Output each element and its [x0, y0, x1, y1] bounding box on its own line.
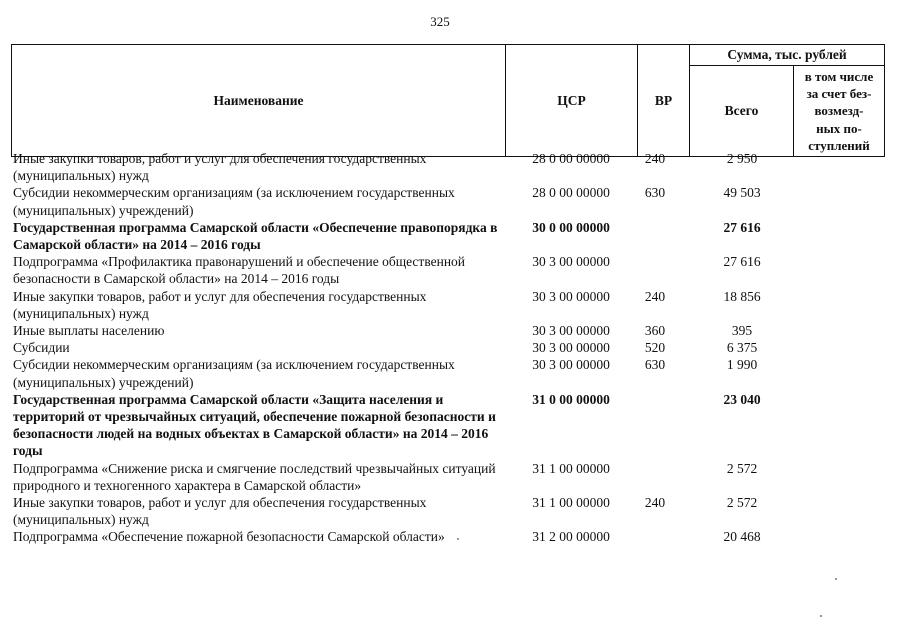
- row-name: Иные выплаты населению: [13, 323, 165, 339]
- table-row: [11, 494, 884, 528]
- row-csr: 31 0 00 00000: [532, 391, 610, 407]
- table-row: [11, 460, 884, 494]
- row-csr: 28 0 00 00000: [532, 185, 610, 201]
- row-name: Государственная программа Самарской области «Защита населения и территорий от чрезвычайных ситуаций, обеспечение пожарной безопасности и безопасности людей на водных объектах в Самарской области» на 2014 – 2016 годы: [13, 391, 496, 459]
- row-total: 2 572: [726, 495, 758, 511]
- row-vr: [629, 253, 681, 287]
- row-name: Субсидии некоммерческим организациям (за исключением государственных (муниципальных) учреждений): [13, 357, 455, 390]
- header-csr: ЦСР: [506, 45, 638, 157]
- row-name: Иные закупки товаров, работ и услуг для обеспечения государственных (муниципальных) нужд: [13, 288, 427, 321]
- row-total: 1 990: [726, 357, 758, 373]
- table-row: [11, 253, 884, 287]
- row-vr: [629, 391, 681, 460]
- row-csr: 30 3 00 00000: [532, 340, 610, 356]
- row-total: 395: [731, 323, 753, 339]
- header-sum-group: Сумма, тыс. рублей: [690, 45, 885, 66]
- row-name: Государственная программа Самарской области «Обеспечение правопорядка в Самарской области» на 2014 – 2016 годы: [13, 219, 498, 253]
- row-total: 2 950: [726, 151, 758, 166]
- row-csr: 30 3 00 00000: [532, 323, 610, 339]
- table-row: [11, 288, 884, 322]
- header-gratuitous-line: в том числе: [804, 69, 874, 84]
- row-vr: 360: [644, 323, 666, 339]
- header-gratuitous-line: возмезд-: [814, 103, 864, 119]
- row-total: 23 040: [723, 391, 761, 407]
- row-vr: 240: [644, 151, 666, 166]
- table-body: [11, 150, 884, 546]
- row-csr: 31 1 00 00000: [532, 495, 610, 511]
- row-total: 27 616: [723, 219, 761, 235]
- row-csr: 30 0 00 00000: [532, 219, 610, 235]
- row-csr: 31 2 00 00000: [532, 529, 610, 545]
- row-name: Подпрограмма «Профилактика правонарушений и обеспечение общественной безопасности в Самарской области» на 2014 – 2016 годы: [13, 254, 466, 287]
- row-name: Иные закупки товаров, работ и услуг для обеспечения государственных (муниципальных) нужд: [13, 151, 427, 184]
- scan-speck: [835, 578, 837, 580]
- table-row: [11, 391, 884, 460]
- row-csr: 30 3 00 00000: [532, 254, 610, 270]
- row-csr: 30 3 00 00000: [532, 288, 610, 304]
- row-name: Субсидии некоммерческим организациям (за исключением государственных (муниципальных) учреждений): [13, 185, 455, 218]
- row-name: Подпрограмма «Обеспечение пожарной безопасности Самарской области»: [13, 529, 445, 545]
- row-total: 18 856: [723, 288, 761, 304]
- table-row: [11, 339, 884, 356]
- header-gratuitous: [794, 66, 885, 157]
- header-vr: ВР: [638, 45, 690, 157]
- table-row: [11, 150, 884, 184]
- row-total: 2 572: [726, 460, 758, 476]
- header-name: Наименование: [12, 45, 506, 157]
- table-row: [11, 219, 884, 253]
- row-vr: 630: [644, 185, 666, 201]
- row-vr: [629, 219, 681, 253]
- header-gratuitous-line: ных по-: [816, 120, 862, 136]
- scan-speck: [457, 538, 459, 540]
- row-total: 49 503: [723, 185, 761, 201]
- row-name: Иные закупки товаров, работ и услуг для обеспечения государственных (муниципальных) нужд: [13, 495, 427, 528]
- row-total: 27 616: [723, 254, 761, 270]
- table-row: [11, 356, 884, 390]
- header-gratuitous-line: ступлений: [808, 137, 870, 153]
- page-number: 325: [430, 14, 450, 29]
- row-vr: 630: [644, 357, 666, 373]
- table-row: [11, 528, 884, 545]
- row-total: 20 468: [723, 529, 761, 545]
- row-csr: 31 1 00 00000: [532, 460, 610, 476]
- header-total: Всего: [690, 66, 794, 157]
- row-total: 6 375: [726, 340, 758, 356]
- row-csr: 30 3 00 00000: [532, 357, 610, 373]
- row-name: Подпрограмма «Снижение риска и смягчение последствий чрезвычайных ситуаций природного и техногенного характера в Самарской области»: [13, 460, 496, 493]
- scan-speck: [820, 615, 822, 617]
- row-vr: 520: [644, 340, 666, 356]
- row-vr: 240: [644, 495, 666, 511]
- table-row: [11, 322, 884, 339]
- header-gratuitous-line: за счет без-: [806, 86, 872, 102]
- table-header: [11, 44, 885, 157]
- row-vr: 240: [644, 288, 666, 304]
- row-vr: [629, 528, 681, 545]
- table-row: [11, 184, 884, 218]
- row-name: Субсидии: [13, 340, 70, 356]
- row-vr: [629, 460, 681, 494]
- row-csr: 28 0 00 00000: [532, 151, 610, 166]
